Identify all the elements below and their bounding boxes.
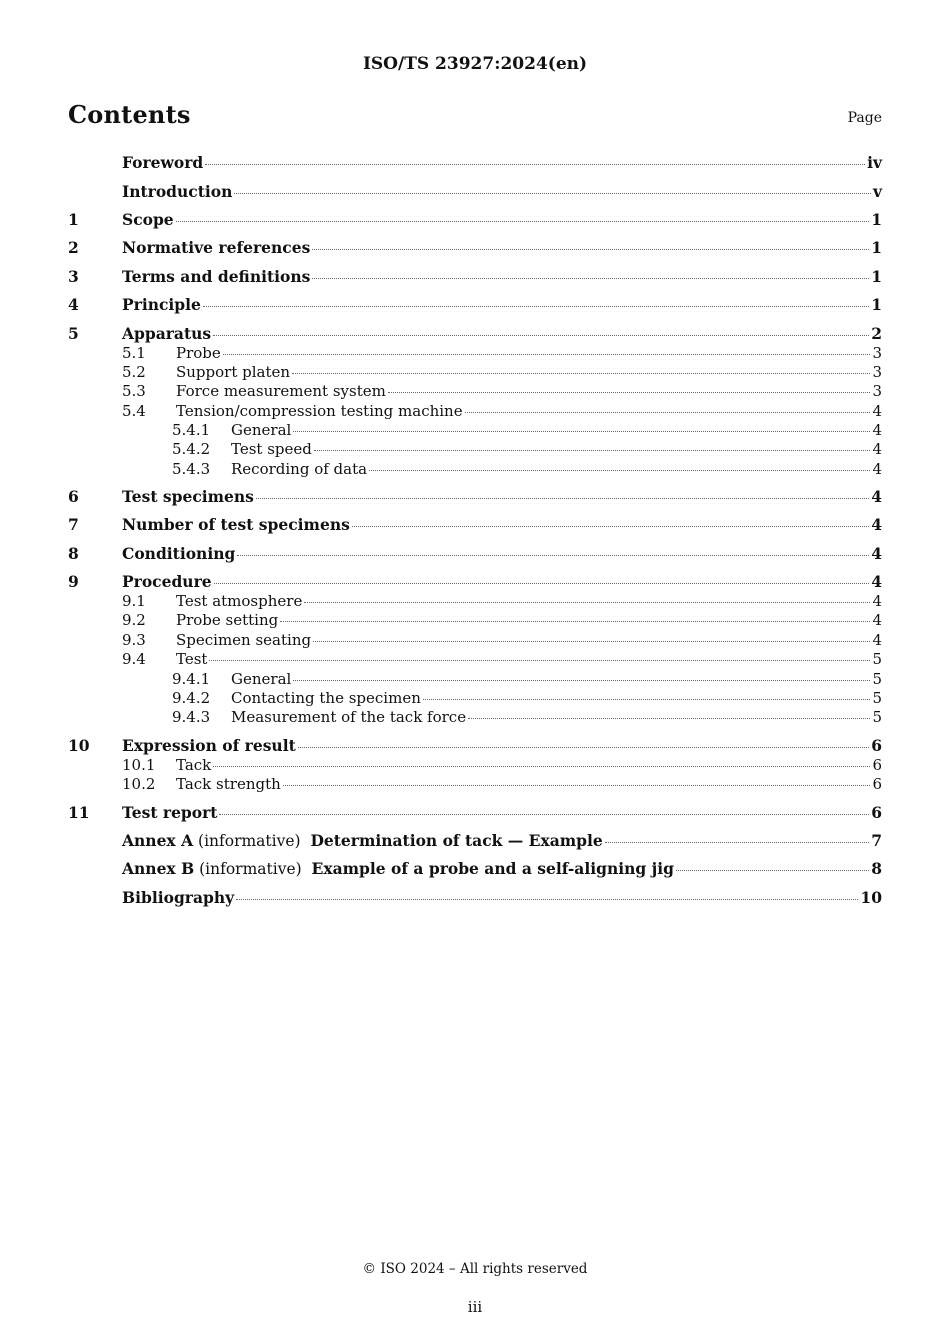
toc-entry[interactable]: [68, 402, 882, 422]
toc-entry-title: Terms and definitions: [122, 267, 311, 286]
toc-entry-title: [122, 831, 603, 850]
toc-entry[interactable]: [68, 182, 882, 204]
page-number: iii: [467, 1298, 483, 1316]
toc-entry-number: 9.4.3: [172, 708, 211, 726]
toc-entry[interactable]: [68, 888, 882, 910]
dot-leader: [465, 412, 871, 413]
dot-leader: [213, 335, 869, 336]
toc-entry[interactable]: [68, 670, 882, 690]
dot-leader: [468, 718, 870, 719]
toc-entry-number: 10: [68, 736, 90, 755]
toc-entry-page: 6: [872, 756, 882, 774]
toc-entry-number: 8: [68, 544, 79, 563]
toc-entry-number: 9.4: [122, 650, 146, 668]
dot-leader: [352, 526, 869, 527]
toc-entry-number: 10.2: [122, 775, 156, 793]
toc-entry-page: 3: [872, 363, 882, 381]
toc-entry-number: 4: [68, 295, 79, 314]
toc-entry[interactable]: [68, 803, 882, 825]
toc-entry-page: v: [872, 182, 882, 201]
toc-entry[interactable]: [68, 611, 882, 631]
toc-entry-number: 2: [68, 238, 79, 257]
toc-entry-page: 4: [872, 592, 882, 610]
document-id: ISO/TS 23927:2024(en): [362, 54, 588, 74]
toc-entry-number: 6: [68, 487, 79, 506]
toc-entry[interactable]: [68, 324, 882, 346]
toc-entry-title: Tension/compression testing machine: [176, 402, 463, 420]
toc-entry-page: 4: [871, 487, 882, 506]
toc-entry-number: 5.4: [122, 402, 146, 420]
toc-entry-title: Bibliography: [122, 888, 235, 907]
toc-entry-title: Test speed: [231, 440, 312, 458]
toc-entry-title: Contacting the specimen: [231, 689, 421, 707]
toc-entry[interactable]: [68, 592, 882, 612]
toc-entry-title: Apparatus: [122, 324, 212, 343]
dot-leader: [314, 450, 871, 451]
toc-entry[interactable]: [68, 267, 882, 289]
toc-entry-page: 8: [871, 859, 882, 878]
toc-entry-title: Support platen: [176, 363, 291, 381]
contents-title: Contents: [68, 100, 191, 129]
toc-entry-page: 4: [872, 460, 882, 478]
dot-leader: [293, 431, 870, 432]
toc-entry-number: 7: [68, 515, 79, 534]
toc-entry-page: 5: [872, 670, 882, 688]
dot-leader: [280, 621, 870, 622]
toc-entry[interactable]: [68, 460, 882, 480]
dot-leader: [223, 354, 871, 355]
annex-title: Determination of tack — Example: [310, 831, 603, 850]
toc-entry-title: Tack: [176, 756, 212, 774]
toc-entry-page: 6: [871, 803, 882, 822]
toc-entry[interactable]: [68, 210, 882, 232]
toc-entry-number: 5.4.1: [172, 421, 211, 439]
toc-entry[interactable]: [68, 344, 882, 364]
toc-entry[interactable]: [68, 382, 882, 402]
toc-entry-number: 1: [68, 210, 79, 229]
toc-entry[interactable]: [68, 295, 882, 317]
dot-leader: [369, 470, 870, 471]
toc-entry-page: 10: [860, 888, 882, 907]
toc-entry[interactable]: [68, 440, 882, 460]
toc-entry[interactable]: [68, 421, 882, 441]
toc-entry-title: Normative references: [122, 238, 311, 257]
toc-entry-title: Procedure: [122, 572, 212, 591]
dot-leader: [304, 602, 870, 603]
dot-leader: [234, 193, 871, 194]
toc-entry-page: 1: [871, 267, 882, 286]
dot-leader: [205, 164, 865, 165]
toc-entry[interactable]: [68, 756, 882, 776]
toc-entry-page: 4: [872, 631, 882, 649]
toc-entry-title: Tack strength: [176, 775, 281, 793]
toc-entry-page: 7: [871, 831, 882, 850]
toc-entry-page: 4: [872, 440, 882, 458]
toc-entry-number: 10.1: [122, 756, 156, 774]
toc-entry[interactable]: [68, 515, 882, 537]
toc-entry-title: Test report: [122, 803, 218, 822]
dot-leader: [292, 373, 870, 374]
dot-leader: [283, 785, 871, 786]
dot-leader: [388, 392, 871, 393]
toc-entry-number: 5.4.3: [172, 460, 211, 478]
toc-entry-title: Test specimens: [122, 487, 254, 506]
dot-leader: [236, 899, 858, 900]
dot-leader: [313, 641, 870, 642]
toc-entry-title: Foreword: [122, 153, 204, 172]
toc-entry-number: 9.1: [122, 592, 146, 610]
toc-entry[interactable]: [68, 487, 882, 509]
toc-entry-title: [122, 859, 674, 878]
toc-entry-title: Test atmosphere: [176, 592, 303, 610]
toc-entry-page: 5: [872, 708, 882, 726]
toc-entry-page: 6: [871, 736, 882, 755]
page-column-label: Page: [847, 110, 882, 126]
toc-entry-page: 1: [871, 295, 882, 314]
toc-entry-page: 3: [872, 382, 882, 400]
toc-entry[interactable]: [68, 775, 882, 795]
toc-entry-number: 9.3: [122, 631, 146, 649]
dot-leader: [176, 221, 870, 222]
toc-entry-number: 3: [68, 267, 79, 286]
toc-entry[interactable]: [68, 238, 882, 260]
toc-entry-number: 11: [68, 803, 90, 822]
toc-entry[interactable]: [68, 544, 882, 566]
toc-entry-title: Expression of result: [122, 736, 296, 755]
dot-leader: [605, 842, 869, 843]
toc-entry-number: 5.1: [122, 344, 146, 362]
toc-entry-title: Number of test specimens: [122, 515, 350, 534]
toc-entry[interactable]: [68, 689, 882, 709]
dot-leader: [214, 583, 870, 584]
dot-leader: [293, 680, 870, 681]
toc-entry-page: 3: [872, 344, 882, 362]
toc-entry-title: Scope: [122, 210, 174, 229]
toc-entry-page: 1: [871, 210, 882, 229]
dot-leader: [237, 555, 869, 556]
toc-entry-page: 4: [872, 611, 882, 629]
toc-entry-number: 9: [68, 572, 79, 591]
copyright-notice: © ISO 2024 – All rights reserved: [362, 1261, 588, 1277]
toc-entry-page: 4: [872, 421, 882, 439]
toc-entry-title: Probe setting: [176, 611, 279, 629]
dot-leader: [256, 498, 869, 499]
toc-entry[interactable]: [68, 736, 882, 758]
toc-entry-page: 6: [872, 775, 882, 793]
toc-entry-title: Force measurement system: [176, 382, 386, 400]
annex-label: Annex A: [122, 831, 194, 850]
annex-qualifier: (informative): [193, 832, 311, 850]
dot-leader: [298, 747, 869, 748]
dot-leader: [213, 766, 870, 767]
annex-title: Example of a probe and a self-aligning jig: [311, 859, 674, 878]
toc-entry-page: 4: [871, 572, 882, 591]
toc-entry-page: 2: [871, 324, 882, 343]
toc-entry-title: Test: [176, 650, 208, 668]
dot-leader: [676, 870, 869, 871]
dot-leader: [312, 278, 869, 279]
toc-entry-number: 9.4.2: [172, 689, 211, 707]
toc-entry-title: General: [231, 670, 292, 688]
toc-entry-number: 5.3: [122, 382, 146, 400]
toc-entry-page: 5: [872, 650, 882, 668]
toc-entry[interactable]: [68, 631, 882, 651]
toc-entry-title: Recording of data: [231, 460, 368, 478]
toc-entry[interactable]: [68, 859, 882, 881]
toc-entry[interactable]: [68, 153, 882, 175]
dot-leader: [312, 249, 869, 250]
toc-entry-page: iv: [867, 153, 882, 172]
toc-entry-number: 9.4.1: [172, 670, 211, 688]
toc-entry[interactable]: [68, 831, 882, 853]
toc-entry-title: General: [231, 421, 292, 439]
toc-entry-title: Conditioning: [122, 544, 236, 563]
toc-entry[interactable]: [68, 650, 882, 670]
toc-entry-title: Measurement of the tack force: [231, 708, 467, 726]
dot-leader: [219, 814, 869, 815]
dot-leader: [203, 306, 869, 307]
toc-entry-title: Introduction: [122, 182, 233, 201]
toc-entry-title: Principle: [122, 295, 201, 314]
annex-label: Annex B: [122, 859, 195, 878]
toc-entry-page: 4: [871, 544, 882, 563]
toc-entry[interactable]: [68, 708, 882, 728]
toc-entry-number: 5: [68, 324, 79, 343]
toc-entry-page: 4: [872, 402, 882, 420]
toc-entry-page: 1: [871, 238, 882, 257]
toc-entry-page: 5: [872, 689, 882, 707]
toc-entry-number: 9.2: [122, 611, 146, 629]
toc-entry[interactable]: [68, 572, 882, 594]
dot-leader: [423, 699, 871, 700]
annex-qualifier: (informative): [194, 860, 312, 878]
toc-entry-number: 5.4.2: [172, 440, 211, 458]
dot-leader: [209, 660, 870, 661]
toc-entry-title: Probe: [176, 344, 221, 362]
toc-entry-number: 5.2: [122, 363, 146, 381]
toc-entry-title: Specimen seating: [176, 631, 312, 649]
toc-entry[interactable]: [68, 363, 882, 383]
toc-entry-page: 4: [871, 515, 882, 534]
